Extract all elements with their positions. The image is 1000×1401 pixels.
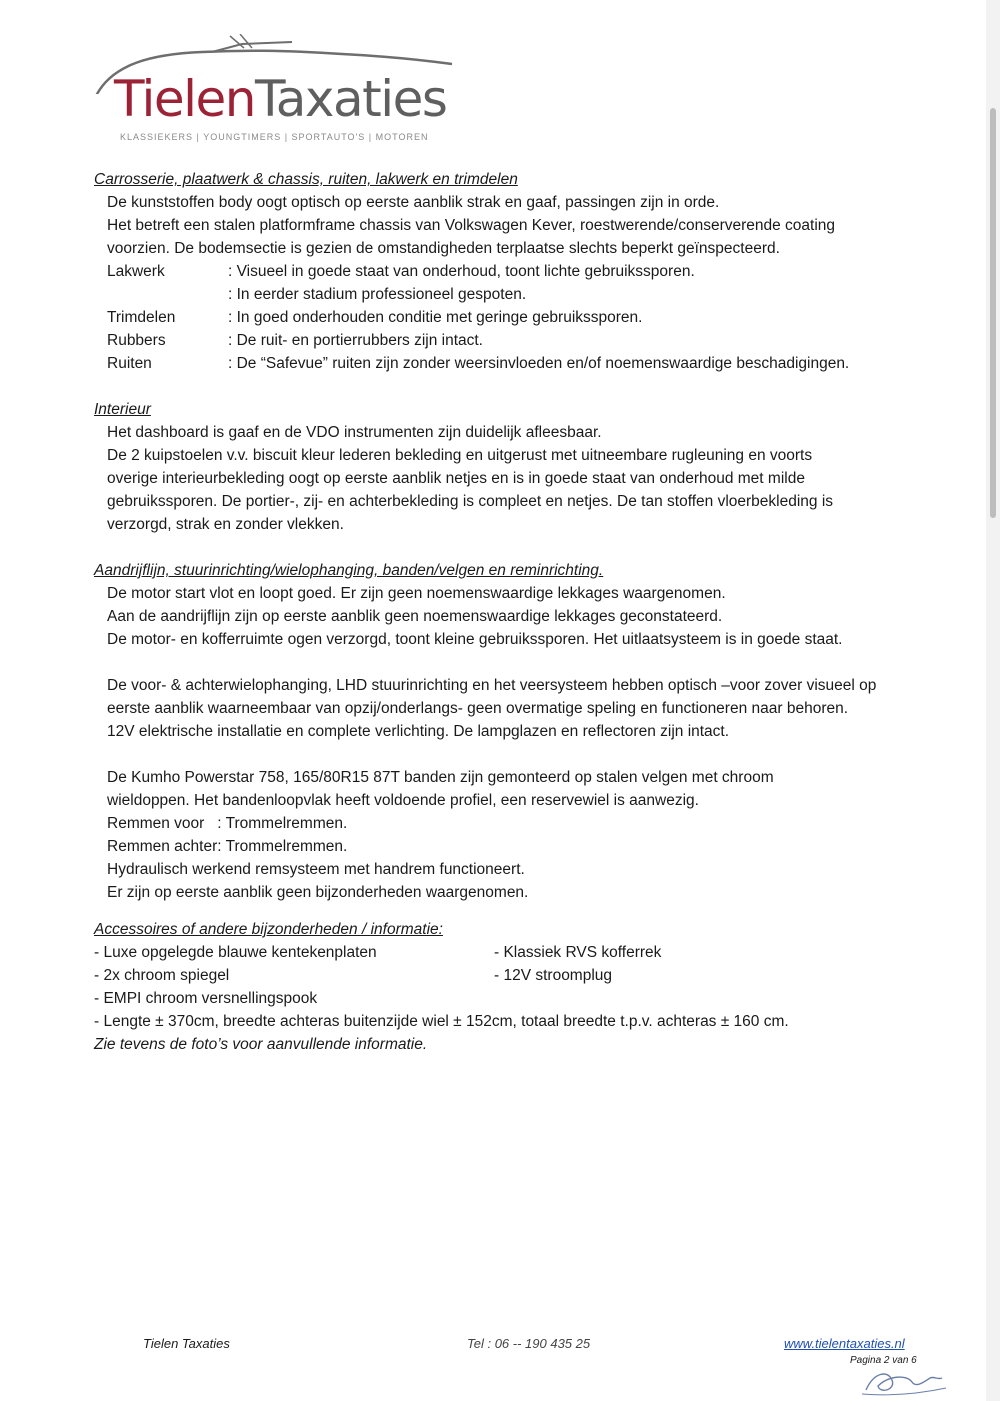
paragraph-line: De kunststoffen body oogt optisch op eerste aanblik strak en gaaf, passingen zijn in orde. xyxy=(107,194,720,211)
accessory-item: - 12V stroomplug xyxy=(494,967,613,984)
paragraph-line: eerste aanblik waarneembaar van opzij/onderlangs- geen overmatige speling en functioneren naar behoren. xyxy=(107,700,849,717)
logo-wordmark xyxy=(114,70,446,128)
accessory-item: - Lengte ± 370cm, breedte achteras buitenzijde wiel ± 152cm, totaal breedte t.p.v. achteras ± 160 cm. xyxy=(94,1013,789,1030)
paragraph-line: 12V elektrische installatie en complete verlichting. De lampglazen en reflectoren zijn intact. xyxy=(107,723,730,740)
accessory-item: - EMPI chroom versnellingspook xyxy=(94,990,318,1007)
paragraph-line: De motor start vlot en loopt goed. Er zijn geen noemenswaardige lekkages waargenomen. xyxy=(107,585,726,602)
paragraph-line: Aan de aandrijflijn zijn op eerste aanblik geen noemenswaardige lekkages geconstateerd. xyxy=(107,608,723,625)
spec-row-lakwerk-2 xyxy=(94,283,974,306)
paragraph-line: Hydraulisch werkend remsysteem met handrem functioneert. xyxy=(107,861,525,878)
accessory-row xyxy=(94,964,974,987)
accessory-item: - Klassiek RVS kofferrek xyxy=(494,944,662,961)
accessory-item: - 2x chroom spiegel xyxy=(94,967,230,984)
photo-note: Zie tevens de foto’s voor aanvullende informatie. xyxy=(94,1036,428,1053)
paragraph-line: overige interieurbekleding oogt op eerste aanblik netjes en is in goede staat van onderhoud met milde xyxy=(107,470,805,487)
paragraph-line: De 2 kuipstoelen v.v. biscuit kleur lederen bekleding en uitgerust met uitneembare rugleuning en voorts xyxy=(107,447,813,464)
scrollbar-track[interactable] xyxy=(986,0,1000,1401)
spec-label xyxy=(107,283,228,306)
spec-value: : De ruit- en portierrubbers zijn intact. xyxy=(228,332,483,349)
spec-label: Trimdelen xyxy=(107,309,176,326)
signature-icon xyxy=(858,1364,948,1398)
spec-value: : De “Safevue” ruiten zijn zonder weersinvloeden en/of noemenswaardige beschadigingen. xyxy=(228,355,850,372)
spec-value: : In goed onderhouden conditie met geringe gebruikssporen. xyxy=(228,309,643,326)
paragraph-line: De voor- & achterwielophanging, LHD stuurinrichting en het veersysteem hebben optisch –voor zover visueel op xyxy=(107,677,877,694)
paragraph-line: Het dashboard is gaaf en de VDO instrumenten zijn duidelijk afleesbaar. xyxy=(107,424,602,441)
paragraph-line: Er zijn op eerste aanblik geen bijzonderheden waargenomen. xyxy=(107,884,529,901)
section-heading-accessoires: Accessoires of andere bijzonderheden / informatie: xyxy=(94,921,443,938)
footer-website-link[interactable]: www.tielentaxaties.nl xyxy=(784,1336,905,1351)
spec-label: Rubbers xyxy=(107,332,166,349)
logo-wordmark-part1: Tielen xyxy=(114,70,255,128)
section-heading-interieur: Interieur xyxy=(94,401,151,418)
spec-row-ruiten xyxy=(94,352,974,375)
paragraph-line: wieldoppen. Het bandenloopvlak heeft voldoende profiel, een reservewiel is aanwezig. xyxy=(107,792,699,809)
spec-label: Lakwerk xyxy=(107,263,165,280)
accessory-row xyxy=(94,941,974,964)
paragraph-line: verzorgd, strak en zonder vlekken. xyxy=(107,516,344,533)
spec-row-trimdelen xyxy=(94,306,974,329)
paragraph-line: De motor- en kofferruimte ogen verzorgd, toont kleine gebruikssporen. Het uitlaatsysteem is in goede staat. xyxy=(107,631,843,648)
spec-label: Ruiten xyxy=(107,355,152,372)
spec-row-lakwerk xyxy=(94,260,974,283)
paragraph-line: gebruikssporen. De portier-, zij- en achterbekleding is compleet en netjes. De tan stoffen vloerbekleding is xyxy=(107,493,834,510)
spec-value: : In eerder stadium professioneel gespoten. xyxy=(228,286,527,303)
document-body xyxy=(94,168,974,1056)
paragraph-line: Het betreft een stalen platformframe chassis van Volkswagen Kever, roestwerende/conserverende coating xyxy=(107,217,836,234)
scrollbar-thumb[interactable] xyxy=(990,108,996,518)
section-heading-aandrijflijn: Aandrijflijn, stuurinrichting/wielophanging, banden/velgen en reminrichting. xyxy=(94,562,604,579)
logo-wordmark-part2: Taxaties xyxy=(255,70,447,128)
logo-tagline: KLASSIEKERS | YOUNGTIMERS | SPORTAUTO'S | MOTOREN xyxy=(120,132,429,142)
spec-value: : Visueel in goede staat van onderhoud, toont lichte gebruikssporen. xyxy=(228,263,695,280)
footer-page-number: Pagina 2 van 6 xyxy=(850,1355,917,1366)
section-heading-carrosserie: Carrosserie, plaatwerk & chassis, ruiten, lakwerk en trimdelen xyxy=(94,171,518,188)
footer-phone: Tel : 06 -- 190 435 25 xyxy=(467,1336,591,1351)
page-footer xyxy=(0,1330,1000,1400)
paragraph-line: Remmen voor : Trommelremmen. xyxy=(107,815,348,832)
company-logo xyxy=(92,34,472,154)
footer-company: Tielen Taxaties xyxy=(143,1336,230,1351)
paragraph-line: Remmen achter: Trommelremmen. xyxy=(107,838,348,855)
accessory-item: - Luxe opgelegde blauwe kentekenplaten xyxy=(94,944,377,961)
spec-row-rubbers xyxy=(94,329,974,352)
paragraph-line: voorzien. De bodemsectie is gezien de omstandigheden terplaatse slechts beperkt geïnspecteerd. xyxy=(107,240,780,257)
paragraph-line: De Kumho Powerstar 758, 165/80R15 87T banden zijn gemonteerd op stalen velgen met chroom xyxy=(107,769,774,786)
